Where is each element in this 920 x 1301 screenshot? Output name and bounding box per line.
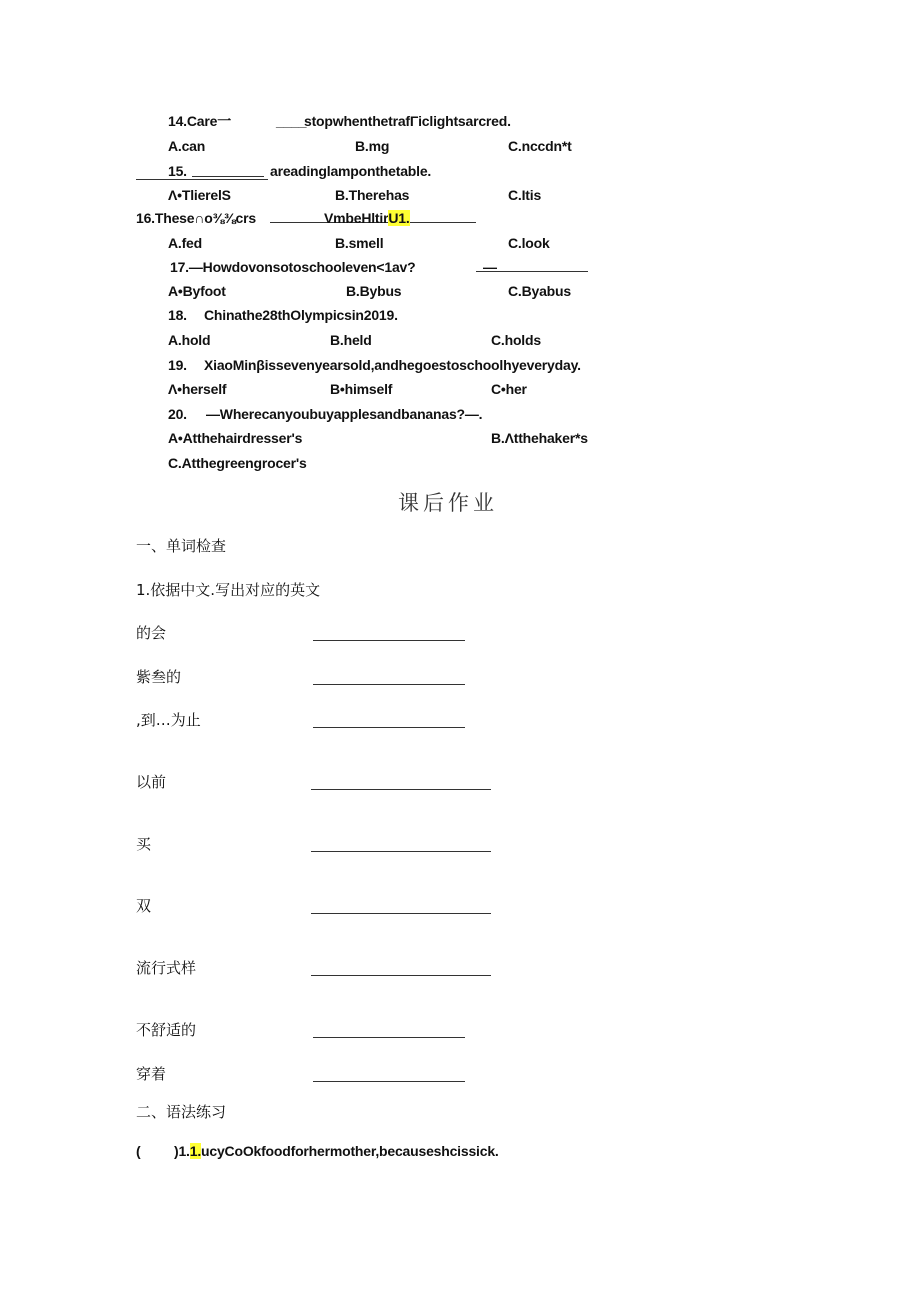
- q14-option-c: C.nccdn*t: [508, 138, 572, 154]
- q20-option-a: A•Atthehairdresser's: [168, 430, 303, 446]
- q15-rest: areadinglamponthetable.: [270, 163, 432, 179]
- word-prompt: ,到…为止: [136, 711, 201, 729]
- grammar-1-sentence: )1.1.ucyCoOkfoodforhermother,becauseshcissick.: [174, 1143, 499, 1159]
- q17-stem: 17.—Howdovonsotoschooleven<1av?: [170, 259, 416, 275]
- word-prompt: 不舒适的: [136, 1021, 197, 1039]
- q16-mid: VmbeHltirU1.: [324, 210, 410, 226]
- q14-rest: stopwhenthetrafΓiclightsarcred.: [304, 113, 511, 129]
- q16-highlight: U1.: [388, 210, 410, 226]
- q14-blank: ____: [276, 113, 307, 129]
- section-1-heading: 一、单词检查: [136, 537, 227, 555]
- q17-option-c: C.Byabus: [508, 283, 571, 299]
- q19-rest: XiaoMinβissevenyearsold,andhegoestoschoolhyeveryday.: [204, 357, 581, 373]
- q14-option-b: B.mg: [355, 138, 390, 154]
- q14-option-a: A.can: [168, 138, 206, 154]
- q17-option-b: B.Bybus: [346, 283, 402, 299]
- grammar-1-open-paren[interactable]: (: [136, 1143, 141, 1159]
- q17-dash: —: [483, 259, 497, 275]
- q18-option-a: A.hold: [168, 332, 211, 348]
- q19-option-a: Λ•herself: [168, 381, 227, 397]
- word-answer-line[interactable]: [313, 684, 465, 685]
- q14-stem: 14.Care一: [168, 113, 231, 129]
- q17-blank-line[interactable]: [476, 271, 588, 272]
- q16-option-b: B.smell: [335, 235, 384, 251]
- q20-stem: 20.: [168, 406, 187, 422]
- word-prompt: 以前: [136, 773, 167, 791]
- word-prompt: 买: [136, 835, 152, 853]
- q15-option-b: B.Therehas: [335, 187, 410, 203]
- word-prompt: 双: [136, 897, 152, 915]
- homework-title: 课后作业: [398, 491, 498, 515]
- instruction-text: 1.依据中文.写出对应的英文: [136, 581, 321, 599]
- grammar-1-highlight: 1.: [189, 1143, 202, 1159]
- word-answer-line[interactable]: [313, 1037, 465, 1038]
- q20-rest: —Wherecanyoubuyapplesandbananas?—.: [206, 406, 483, 422]
- q15-option-a: Λ•TlierelS: [168, 187, 231, 203]
- q15-blank-line[interactable]: [192, 176, 264, 177]
- q16-option-a: A.fed: [168, 235, 203, 251]
- word-prompt: 的会: [136, 624, 167, 642]
- q17-option-a: A•Byfoot: [168, 283, 226, 299]
- q18-option-c: C.holds: [491, 332, 541, 348]
- q20-option-b: B.Λtthehaker*s: [491, 430, 588, 446]
- word-prompt: 流行式样: [136, 959, 197, 977]
- q18-option-b: B.held: [330, 332, 372, 348]
- word-prompt: 穿着: [136, 1065, 167, 1083]
- section-2-heading: 二、语法练习: [136, 1103, 227, 1121]
- word-answer-line[interactable]: [311, 789, 491, 790]
- word-answer-line[interactable]: [311, 975, 491, 976]
- q19-option-b: B•himself: [330, 381, 393, 397]
- q19-option-c: C•her: [491, 381, 527, 397]
- word-answer-line[interactable]: [313, 640, 465, 641]
- q20-option-c: C.Atthegreengrocer's: [168, 455, 307, 471]
- word-answer-line[interactable]: [313, 1081, 465, 1082]
- q18-rest: Chinathe28thOlympicsin2019.: [204, 307, 398, 323]
- q19-stem: 19.: [168, 357, 187, 373]
- q15-option-c: C.Itis: [508, 187, 542, 203]
- word-answer-line[interactable]: [311, 851, 491, 852]
- word-prompt: 紫叁的: [136, 668, 182, 686]
- q18-stem: 18.: [168, 307, 187, 323]
- word-answer-line[interactable]: [313, 727, 465, 728]
- q15-stem: 15.: [168, 163, 187, 179]
- q15-answer-line[interactable]: [136, 179, 268, 180]
- q16-stem: 16.These∩o⅜⅜crs: [136, 210, 256, 226]
- word-answer-line[interactable]: [311, 913, 491, 914]
- q16-option-c: C.look: [508, 235, 550, 251]
